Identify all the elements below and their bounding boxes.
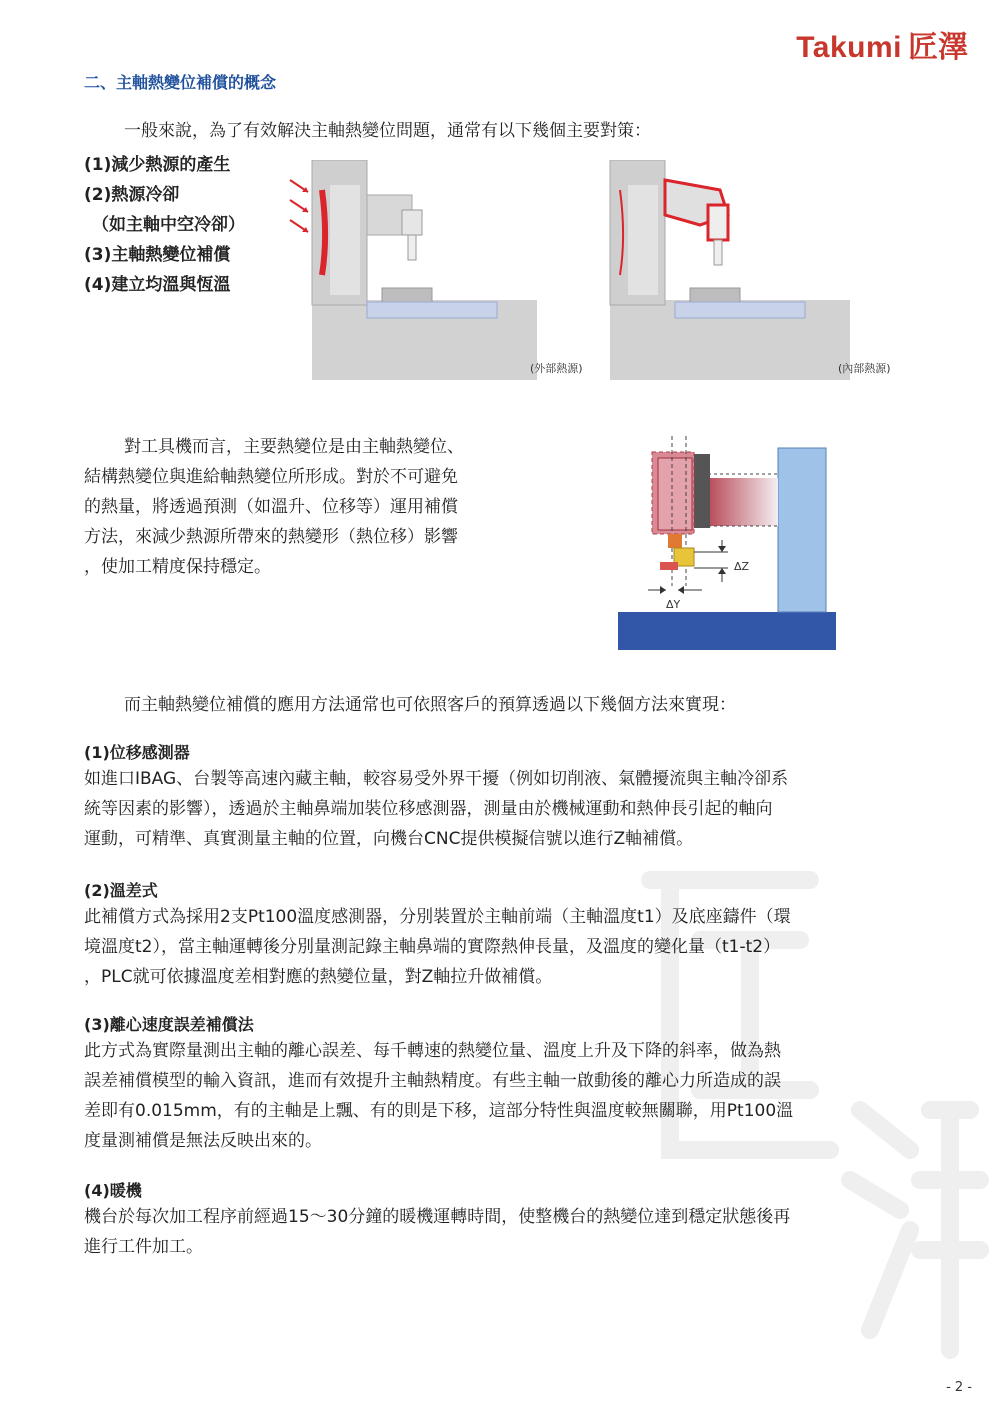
method-title: (1)位移感測器 — [84, 743, 190, 762]
figure-caption-internal: (內部熱源) — [838, 362, 891, 375]
page-number: - 2 - — [946, 1380, 972, 1395]
method-title: (2)溫差式 — [84, 881, 158, 900]
machine-bed — [618, 612, 836, 650]
spindle-housing-heated — [708, 205, 728, 240]
heat-indicator-bar — [322, 190, 325, 275]
dz-label: ΔZ — [734, 560, 750, 573]
figure-caption-external: (外部熱源) — [530, 362, 583, 375]
calligraphy-watermark — [610, 850, 990, 1370]
method-title: (3)離心速度誤差補償法 — [84, 1015, 254, 1034]
worktable — [382, 288, 432, 302]
paragraph-line: ，使加工精度保持穩定。 — [84, 557, 271, 577]
column-face — [330, 185, 360, 295]
paragraph-line: 對工具機而言，主要熱變位是由主軸熱變位、 — [124, 437, 464, 457]
column-face — [628, 185, 658, 295]
method-body — [84, 764, 918, 854]
spindle-body — [658, 458, 692, 530]
machine-column — [778, 448, 826, 612]
measure-item: (1)減少熱源的產生 — [84, 155, 231, 175]
dz-arrowhead — [718, 546, 726, 552]
method-line: 此補償方式為採用2支Pt100溫度感測器，分別裝置於主軸前端（主軸溫度t1）及底座鑄件（環 — [84, 907, 791, 927]
method-line: 如進口IBAG、台製等高速內藏主軸，較容易受外界干擾（例如切削液、氣體擾流與主軸冷卻系 — [84, 769, 789, 789]
method-line: 誤差補償模型的輸入資訊，進而有效提升主軸熱精度。有些主軸一啟動後的離心力所造成的誤 — [84, 1071, 781, 1091]
measure-item: (3)主軸熱變位補償 — [84, 245, 231, 265]
method-line: 差即有0.015mm，有的主軸是上飄、有的則是下移，這部分特性與溫度較無關聯，用Pt100溫 — [84, 1101, 794, 1121]
dy-arrowhead — [660, 586, 666, 594]
measure-item: (4)建立均溫與恆溫 — [84, 275, 231, 295]
paragraph-line: 方法，來減少熱源所帶來的熱變形（熱位移）影響 — [84, 527, 458, 547]
feed-rail — [367, 302, 497, 318]
paragraph-application: 而主軸熱變位補償的應用方法通常也可依照客戶的預算透過以下幾個方法來實現： — [124, 695, 736, 715]
logo-text-zh: 匠澤 — [908, 30, 968, 65]
method-title: (4)暖機 — [84, 1181, 142, 1200]
spindle-tool — [714, 240, 722, 265]
dz-arrowhead — [718, 568, 726, 574]
method-line: 境溫度t2），當主軸運轉後分別量測記錄主軸鼻端的實際熱伸長量，及溫度的變化量（t1-t2） — [84, 937, 781, 957]
measure-item: (2)熱源冷卻 — [84, 185, 180, 205]
spindle-housing — [402, 210, 422, 235]
method-line: 運動，可精準、真實測量主軸的位置，向機台CNC提供模擬信號以進行Z軸補償。 — [84, 829, 694, 849]
machine-figure-internal-heat — [580, 160, 900, 380]
tool-holder — [668, 534, 682, 548]
logo-text-en: Takumi — [796, 31, 902, 64]
method-line: 機台於每次加工程序前經過15～30分鐘的暖機運轉時間，使整機台的熱變位達到穩定狀態後再 — [84, 1207, 791, 1227]
brand-logo — [796, 22, 968, 66]
method-line: 此方式為實際量測出主軸的離心誤差、每千轉速的熱變位量、溫度上升及下降的斜率，做為熱 — [84, 1041, 781, 1061]
measure-item-note: （如主軸中空冷卻） — [92, 215, 245, 235]
worktable — [690, 288, 740, 302]
thermal-displacement-diagram — [618, 436, 838, 652]
method-line: 度量測補償是無法反映出來的。 — [84, 1131, 322, 1151]
intro-paragraph: 一般來說，為了有效解決主軸熱變位問題，通常有以下幾個主要對策： — [124, 121, 651, 141]
paragraph-line: 的熱量，將透過預測（如溫升、位移等）運用補償 — [84, 497, 458, 517]
heated-ram — [704, 478, 778, 526]
feed-rail — [675, 302, 805, 318]
dy-arrowhead — [678, 586, 684, 594]
method-line: 統等因素的影響），透過於主軸鼻端加裝位移感測器，測量由於機械運動和熱伸長引起的軸向 — [84, 799, 773, 819]
method-line: ，PLC就可依據溫度差相對應的熱變位量，對Z軸拉升做補償。 — [84, 967, 553, 987]
section-title: 二、主軸熱變位補償的概念 — [84, 73, 277, 92]
dy-label: ΔY — [666, 598, 681, 611]
paragraph-line: 結構熱變位與進給軸熱變位所形成。對於不可避免 — [84, 467, 458, 487]
tool-offset — [660, 562, 678, 570]
spindle-tool — [408, 235, 416, 260]
method-line: 進行工件加工。 — [84, 1237, 203, 1257]
machine-figure-external-heat — [282, 160, 592, 380]
